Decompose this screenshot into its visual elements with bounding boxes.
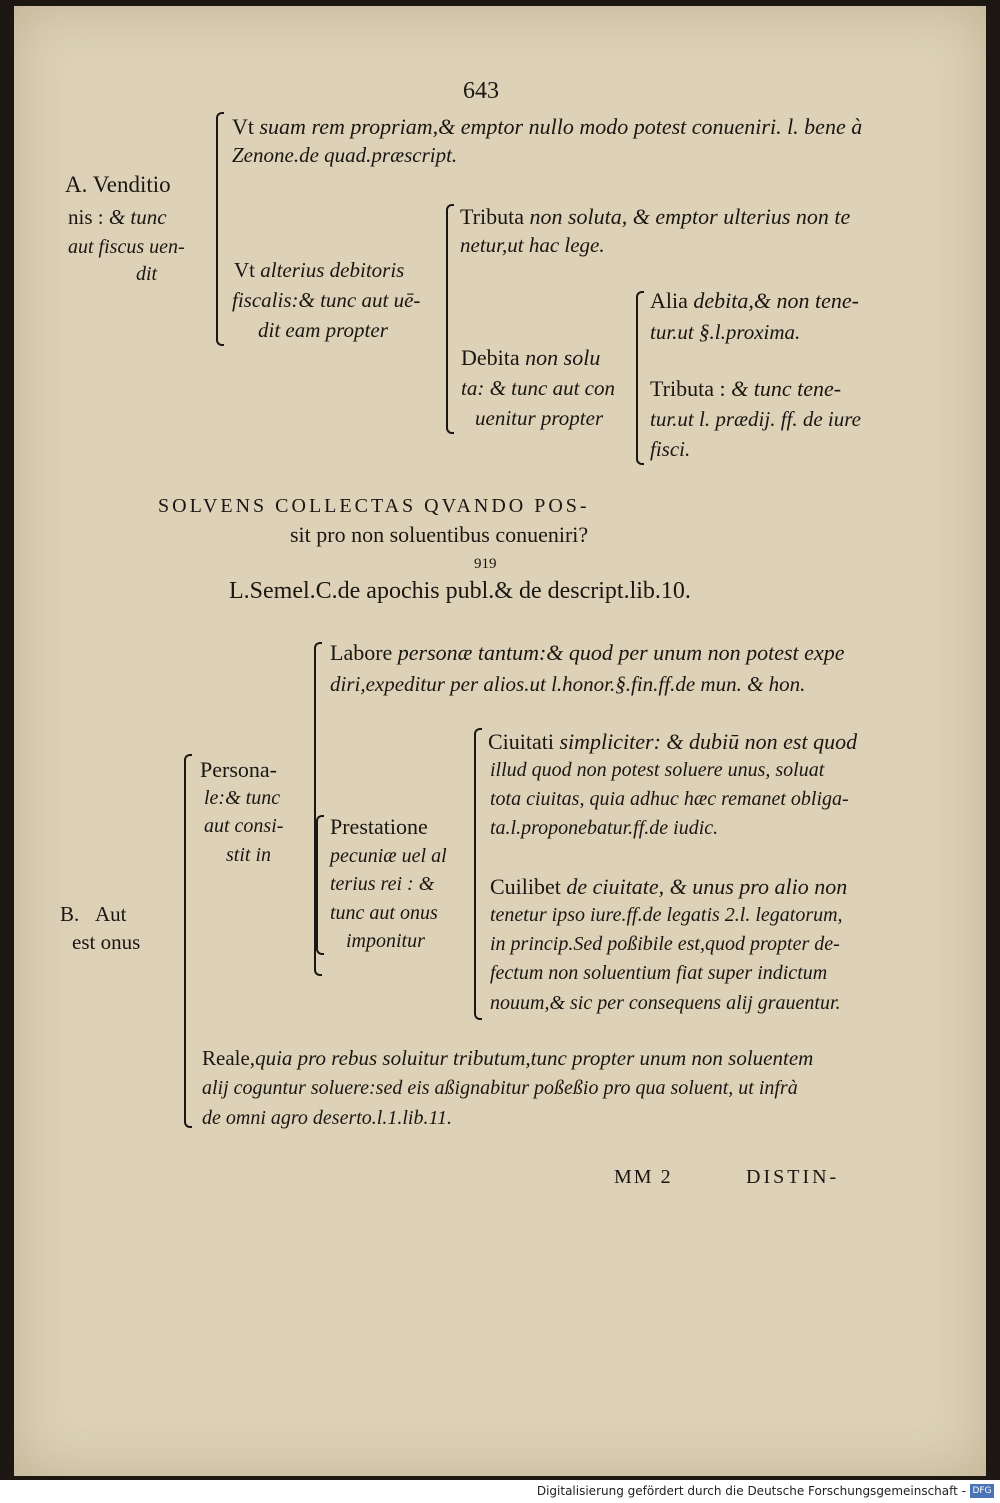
dfg-logo: DFG (970, 1484, 994, 1498)
brace-a-debita (636, 291, 644, 465)
signature-mark: MM 2 (614, 1166, 673, 1188)
venditio-line1: A. Venditio (65, 172, 171, 197)
vt-alterius-line2: fiscalis:& tunc aut uē- (232, 288, 421, 312)
labore-line2: diri,expeditur per alios.ut l.honor.§.fin.ff.de mun. & hon. (330, 672, 806, 696)
brace-a-main (216, 112, 224, 346)
prestatione-line3: terius rei : & (330, 873, 435, 895)
tributa2-line3: fisci. (650, 437, 691, 461)
footer-credit: Digitalisierung gefördert durch die Deutsche Forschungsgemeinschaft - (536, 1484, 966, 1498)
heading-number: 919 (474, 556, 497, 572)
cuilibet-line5: nouum,& sic per consequens alij grauentur. (490, 992, 841, 1014)
reale-line3: de omni agro deserto.l.1.lib.11. (202, 1107, 452, 1129)
brace-b-ciuitati (474, 728, 482, 1020)
brace-b-prestatione (316, 815, 324, 955)
tributa-line2: netur,ut hac lege. (460, 233, 605, 257)
ciuitati-line2: illud quod non potest soluere unus, soluat (490, 759, 825, 781)
venditio-line2: nis : & tunc (68, 205, 167, 229)
ciuitati-line1: Ciuitati simpliciter: & dubiū non est quod (488, 729, 858, 754)
persona-line3: aut consi- (204, 815, 284, 837)
brace-a-debtor (446, 204, 454, 434)
aut-line: B. Aut (60, 902, 127, 926)
vt-alterius-line3: dit eam propter (258, 318, 388, 342)
cuilibet-line3: in princip.Sed poßibile est,quod propter de- (490, 933, 840, 955)
ciuitati-line3: tota ciuitas, quia adhuc hæc remanet obliga- (490, 788, 849, 810)
persona-line2: le:& tunc (204, 787, 281, 809)
tributa2-line1: Tributa : & tunc tene- (650, 376, 842, 401)
vt-alterius-line1: Vt alterius debitoris (234, 258, 405, 282)
prestatione-line5: imponitur (346, 930, 425, 952)
debita-line1: Debita non solu (461, 345, 601, 370)
cuilibet-line1: Cuilibet de ciuitate, & unus pro alio non (490, 874, 848, 899)
brace-b-main (184, 754, 192, 1128)
prestatione-line1: Prestatione (330, 814, 428, 839)
alia-line1: Alia debita,& non tene- (650, 288, 859, 313)
persona-line1: Persona- (200, 757, 277, 782)
labore-line1: Labore personæ tantum:& quod per unum non potest expe (330, 640, 845, 665)
reale-line1: Reale,quia pro rebus soluitur tributum,tunc propter unum non soluentem (202, 1046, 814, 1070)
heading-line2: sit pro non soluentibus conueniri? (290, 522, 589, 547)
venditio-line3: aut fiscus uen- (68, 236, 185, 258)
debita-line3: uenitur propter (475, 406, 604, 430)
vt-suam-line2: Zenone.de quad.præscript. (232, 143, 458, 167)
est-onus: est onus (72, 930, 141, 954)
catchword: DISTIN- (746, 1166, 840, 1188)
vt-suam-line1: Vt suam rem propriam,& emptor nullo modo potest conueniri. l. bene à (232, 114, 863, 139)
venditio-line4: dit (136, 263, 158, 285)
cuilibet-line2: tenetur ipso iure.ff.de legatis 2.l. legatorum, (490, 904, 843, 926)
tributa-line1: Tributa non soluta, & emptor ulterius non te (460, 204, 851, 229)
heading-line1: SOLVENS COLLECTAS QVANDO POS- (158, 495, 590, 517)
heading-line3: L.Semel.C.de apochis publ.& de descript.lib.10. (229, 578, 691, 604)
tributa2-line2: tur.ut l. prædij. ff. de iure (650, 407, 861, 431)
page-number: 643 (463, 78, 499, 104)
debita-line2: ta: & tunc aut con (461, 376, 615, 400)
ciuitati-line4: ta.l.proponebatur.ff.de iudic. (490, 817, 719, 839)
reale-line2: alij coguntur soluere:sed eis aßignabitur poßeßio pro qua soluent, ut infrà (202, 1077, 798, 1099)
persona-line4: stit in (226, 844, 272, 866)
cuilibet-line4: fectum non soluentium fiat super indictum (490, 962, 828, 984)
prestatione-line2: pecuniæ uel al (330, 845, 447, 867)
digitization-footer (0, 1480, 1000, 1503)
alia-line2: tur.ut §.l.proxima. (650, 320, 801, 344)
prestatione-line4: tunc aut onus (330, 902, 438, 924)
